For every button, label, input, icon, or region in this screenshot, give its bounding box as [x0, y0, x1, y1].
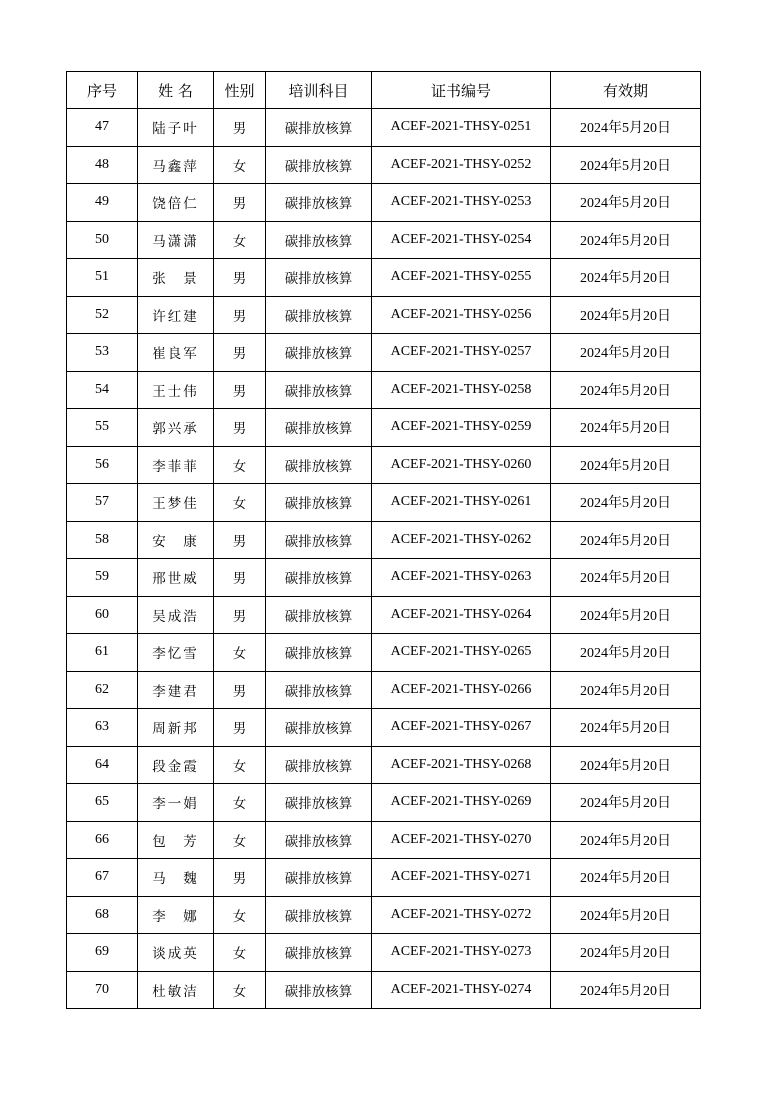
cell-valid-until: 2024年5月20日: [551, 746, 701, 784]
cell-training-subject: 碳排放核算: [266, 221, 372, 259]
cell-valid-until: 2024年5月20日: [551, 596, 701, 634]
cell-gender: 男: [214, 184, 266, 222]
cell-gender: 女: [214, 484, 266, 522]
table-row: [67, 146, 701, 184]
table-row: [67, 784, 701, 822]
cell-gender: 男: [214, 109, 266, 147]
cell-name: 吴成浩: [138, 596, 214, 634]
cell-serial-number: 50: [67, 221, 138, 259]
cell-valid-until: 2024年5月20日: [551, 184, 701, 222]
table-row: [67, 484, 701, 522]
cell-certificate-number: ACEF-2021-THSY-0260: [372, 446, 551, 484]
cell-training-subject: 碳排放核算: [266, 109, 372, 147]
cell-serial-number: 47: [67, 109, 138, 147]
cell-name: 张 景: [138, 259, 214, 297]
cell-valid-until: 2024年5月20日: [551, 634, 701, 672]
cell-gender: 女: [214, 784, 266, 822]
cell-training-subject: 碳排放核算: [266, 184, 372, 222]
table-row: [67, 746, 701, 784]
table-row: [67, 634, 701, 672]
cell-serial-number: 51: [67, 259, 138, 297]
cell-serial-number: 61: [67, 634, 138, 672]
cell-gender: 男: [214, 371, 266, 409]
table-row: [67, 409, 701, 447]
cell-training-subject: 碳排放核算: [266, 934, 372, 972]
cell-training-subject: 碳排放核算: [266, 859, 372, 897]
cell-name: 安 康: [138, 521, 214, 559]
cell-certificate-number: ACEF-2021-THSY-0266: [372, 671, 551, 709]
cell-training-subject: 碳排放核算: [266, 971, 372, 1009]
cell-gender: 男: [214, 559, 266, 597]
cell-certificate-number: ACEF-2021-THSY-0273: [372, 934, 551, 972]
cell-serial-number: 54: [67, 371, 138, 409]
cell-certificate-number: ACEF-2021-THSY-0253: [372, 184, 551, 222]
cell-training-subject: 碳排放核算: [266, 784, 372, 822]
cell-gender: 女: [214, 821, 266, 859]
cell-training-subject: 碳排放核算: [266, 596, 372, 634]
cell-name: 马 魏: [138, 859, 214, 897]
cell-certificate-number: ACEF-2021-THSY-0268: [372, 746, 551, 784]
cell-certificate-number: ACEF-2021-THSY-0252: [372, 146, 551, 184]
header-training-subject: 培训科目: [266, 72, 372, 109]
cell-gender: 男: [214, 709, 266, 747]
cell-training-subject: 碳排放核算: [266, 821, 372, 859]
cell-gender: 女: [214, 634, 266, 672]
certificate-table-container: [66, 71, 700, 1009]
cell-name: 包 芳: [138, 821, 214, 859]
cell-certificate-number: ACEF-2021-THSY-0269: [372, 784, 551, 822]
cell-certificate-number: ACEF-2021-THSY-0263: [372, 559, 551, 597]
cell-training-subject: 碳排放核算: [266, 371, 372, 409]
table-row: [67, 296, 701, 334]
cell-valid-until: 2024年5月20日: [551, 671, 701, 709]
cell-name: 崔良军: [138, 334, 214, 372]
cell-name: 李建君: [138, 671, 214, 709]
cell-name: 邢世威: [138, 559, 214, 597]
cell-valid-until: 2024年5月20日: [551, 259, 701, 297]
cell-valid-until: 2024年5月20日: [551, 821, 701, 859]
table-row: [67, 109, 701, 147]
cell-gender: 男: [214, 296, 266, 334]
cell-serial-number: 49: [67, 184, 138, 222]
cell-training-subject: 碳排放核算: [266, 484, 372, 522]
cell-valid-until: 2024年5月20日: [551, 784, 701, 822]
cell-certificate-number: ACEF-2021-THSY-0265: [372, 634, 551, 672]
cell-valid-until: 2024年5月20日: [551, 971, 701, 1009]
cell-certificate-number: ACEF-2021-THSY-0255: [372, 259, 551, 297]
cell-serial-number: 66: [67, 821, 138, 859]
cell-serial-number: 48: [67, 146, 138, 184]
cell-valid-until: 2024年5月20日: [551, 859, 701, 897]
table-row: [67, 446, 701, 484]
cell-valid-until: 2024年5月20日: [551, 221, 701, 259]
cell-serial-number: 63: [67, 709, 138, 747]
cell-name: 杜敏洁: [138, 971, 214, 1009]
cell-gender: 女: [214, 934, 266, 972]
header-certificate-number: 证书编号: [372, 72, 551, 109]
cell-serial-number: 55: [67, 409, 138, 447]
table-row: [67, 259, 701, 297]
cell-gender: 男: [214, 521, 266, 559]
cell-certificate-number: ACEF-2021-THSY-0259: [372, 409, 551, 447]
cell-certificate-number: ACEF-2021-THSY-0254: [372, 221, 551, 259]
cell-serial-number: 60: [67, 596, 138, 634]
cell-valid-until: 2024年5月20日: [551, 484, 701, 522]
cell-serial-number: 69: [67, 934, 138, 972]
cell-serial-number: 68: [67, 896, 138, 934]
table-row: [67, 521, 701, 559]
cell-gender: 男: [214, 671, 266, 709]
cell-gender: 女: [214, 971, 266, 1009]
cell-name: 马鑫萍: [138, 146, 214, 184]
cell-training-subject: 碳排放核算: [266, 896, 372, 934]
table-row: [67, 709, 701, 747]
table-row: [67, 896, 701, 934]
cell-training-subject: 碳排放核算: [266, 446, 372, 484]
cell-name: 周新邦: [138, 709, 214, 747]
cell-gender: 男: [214, 859, 266, 897]
cell-certificate-number: ACEF-2021-THSY-0256: [372, 296, 551, 334]
cell-name: 王士伟: [138, 371, 214, 409]
cell-serial-number: 59: [67, 559, 138, 597]
table-body: [67, 109, 701, 1009]
cell-valid-until: 2024年5月20日: [551, 371, 701, 409]
header-name: 姓 名: [138, 72, 214, 109]
cell-gender: 男: [214, 409, 266, 447]
cell-training-subject: 碳排放核算: [266, 709, 372, 747]
cell-training-subject: 碳排放核算: [266, 146, 372, 184]
table-row: [67, 334, 701, 372]
table-row: [67, 821, 701, 859]
cell-name: 李 娜: [138, 896, 214, 934]
cell-name: 李一娟: [138, 784, 214, 822]
cell-valid-until: 2024年5月20日: [551, 896, 701, 934]
cell-certificate-number: ACEF-2021-THSY-0272: [372, 896, 551, 934]
cell-training-subject: 碳排放核算: [266, 559, 372, 597]
cell-valid-until: 2024年5月20日: [551, 109, 701, 147]
table-header-row: [67, 72, 701, 109]
cell-serial-number: 70: [67, 971, 138, 1009]
cell-certificate-number: ACEF-2021-THSY-0257: [372, 334, 551, 372]
cell-serial-number: 57: [67, 484, 138, 522]
table-row: [67, 371, 701, 409]
cell-training-subject: 碳排放核算: [266, 259, 372, 297]
cell-certificate-number: ACEF-2021-THSY-0261: [372, 484, 551, 522]
cell-serial-number: 58: [67, 521, 138, 559]
header-valid-until: 有效期: [551, 72, 701, 109]
cell-training-subject: 碳排放核算: [266, 671, 372, 709]
cell-serial-number: 53: [67, 334, 138, 372]
cell-serial-number: 52: [67, 296, 138, 334]
table-row: [67, 221, 701, 259]
cell-valid-until: 2024年5月20日: [551, 709, 701, 747]
cell-certificate-number: ACEF-2021-THSY-0262: [372, 521, 551, 559]
cell-valid-until: 2024年5月20日: [551, 296, 701, 334]
cell-name: 饶倍仁: [138, 184, 214, 222]
cell-gender: 女: [214, 146, 266, 184]
cell-gender: 女: [214, 446, 266, 484]
table-row: [67, 184, 701, 222]
certificate-table: [66, 71, 701, 1009]
cell-gender: 女: [214, 746, 266, 784]
cell-serial-number: 67: [67, 859, 138, 897]
cell-training-subject: 碳排放核算: [266, 746, 372, 784]
cell-name: 陆子叶: [138, 109, 214, 147]
table-row: [67, 971, 701, 1009]
table-row: [67, 859, 701, 897]
cell-certificate-number: ACEF-2021-THSY-0251: [372, 109, 551, 147]
cell-valid-until: 2024年5月20日: [551, 559, 701, 597]
cell-name: 谈成英: [138, 934, 214, 972]
cell-name: 郭兴承: [138, 409, 214, 447]
table-row: [67, 671, 701, 709]
cell-gender: 男: [214, 259, 266, 297]
cell-valid-until: 2024年5月20日: [551, 146, 701, 184]
header-serial-number: 序号: [67, 72, 138, 109]
cell-gender: 女: [214, 221, 266, 259]
table-row: [67, 934, 701, 972]
cell-training-subject: 碳排放核算: [266, 634, 372, 672]
cell-gender: 女: [214, 896, 266, 934]
cell-training-subject: 碳排放核算: [266, 296, 372, 334]
cell-serial-number: 64: [67, 746, 138, 784]
cell-training-subject: 碳排放核算: [266, 521, 372, 559]
cell-name: 李忆雪: [138, 634, 214, 672]
cell-certificate-number: ACEF-2021-THSY-0274: [372, 971, 551, 1009]
cell-name: 段金霞: [138, 746, 214, 784]
cell-valid-until: 2024年5月20日: [551, 409, 701, 447]
cell-valid-until: 2024年5月20日: [551, 934, 701, 972]
cell-name: 马潇潇: [138, 221, 214, 259]
cell-certificate-number: ACEF-2021-THSY-0270: [372, 821, 551, 859]
cell-serial-number: 62: [67, 671, 138, 709]
cell-name: 许红建: [138, 296, 214, 334]
cell-valid-until: 2024年5月20日: [551, 521, 701, 559]
cell-certificate-number: ACEF-2021-THSY-0271: [372, 859, 551, 897]
cell-serial-number: 65: [67, 784, 138, 822]
cell-training-subject: 碳排放核算: [266, 334, 372, 372]
cell-gender: 男: [214, 596, 266, 634]
cell-valid-until: 2024年5月20日: [551, 334, 701, 372]
cell-certificate-number: ACEF-2021-THSY-0267: [372, 709, 551, 747]
cell-name: 李菲菲: [138, 446, 214, 484]
cell-gender: 男: [214, 334, 266, 372]
cell-certificate-number: ACEF-2021-THSY-0258: [372, 371, 551, 409]
header-gender: 性别: [214, 72, 266, 109]
cell-valid-until: 2024年5月20日: [551, 446, 701, 484]
cell-serial-number: 56: [67, 446, 138, 484]
cell-training-subject: 碳排放核算: [266, 409, 372, 447]
table-row: [67, 596, 701, 634]
table-row: [67, 559, 701, 597]
cell-name: 王梦佳: [138, 484, 214, 522]
cell-certificate-number: ACEF-2021-THSY-0264: [372, 596, 551, 634]
